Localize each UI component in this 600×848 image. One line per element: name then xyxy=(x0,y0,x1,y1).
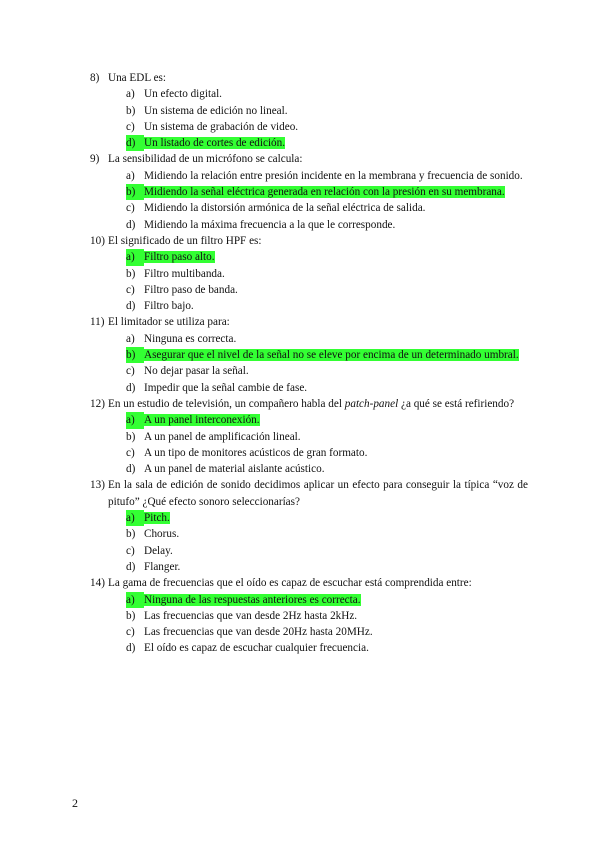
correct-answer-highlight: Filtro paso alto. xyxy=(144,251,215,264)
option-letter: b) xyxy=(126,104,136,117)
option-letter: d) xyxy=(126,135,144,151)
option-letter: a) xyxy=(126,510,144,526)
option-b xyxy=(126,266,528,282)
option-letter: b) xyxy=(126,347,144,363)
question-text-part: ¿a qué se está refiriendo? xyxy=(398,397,515,410)
option-d xyxy=(126,640,528,656)
option-c xyxy=(126,363,528,379)
option-letter: c) xyxy=(126,544,135,557)
option-text: El oído es capaz de escuchar cualquier frecuencia. xyxy=(144,642,369,655)
question-text: Una EDL es: xyxy=(108,72,166,84)
option-c xyxy=(126,200,528,216)
option-letter: b) xyxy=(126,528,136,541)
option-text: Chorus. xyxy=(144,528,180,541)
option-a xyxy=(126,86,528,102)
option-letter: c) xyxy=(126,626,135,639)
option-d xyxy=(126,380,528,396)
option-letter: a) xyxy=(126,332,135,345)
option-c xyxy=(126,119,528,135)
option-d xyxy=(126,298,528,314)
question-number: 8) xyxy=(90,72,100,84)
option-text: Impedir que la señal cambie de fase. xyxy=(144,381,308,394)
option-text: Midiendo la distorsión armónica de la señal eléctrica de salida. xyxy=(144,202,426,215)
question-number: 11) xyxy=(90,316,105,329)
option-text: Flanger. xyxy=(144,560,181,573)
option-a xyxy=(126,412,528,428)
question-list xyxy=(90,70,528,657)
question-9 xyxy=(90,151,528,232)
option-text: A un tipo de monitores acústicos de gran formato. xyxy=(144,446,368,459)
option-text: Midiendo la máxima frecuencia a la que le corresponde. xyxy=(144,218,396,231)
option-text: Un sistema de grabación de video. xyxy=(144,120,299,133)
question-11 xyxy=(90,314,528,395)
option-a xyxy=(126,168,528,184)
option-letter: a) xyxy=(126,169,135,182)
option-b xyxy=(126,103,528,119)
option-text: No dejar pasar la señal. xyxy=(144,365,249,378)
option-text: Filtro bajo. xyxy=(144,300,194,313)
option-text: Midiendo la relación entre presión incidente en la membrana y frecuencia de sonido. xyxy=(144,169,523,182)
option-d xyxy=(126,461,528,477)
option-text: Las frecuencias que van desde 20Hz hasta 20MHz. xyxy=(144,626,373,639)
option-a xyxy=(126,331,528,347)
question-text-part: En un estudio de televisión, un compañero habla del xyxy=(108,397,345,410)
option-b xyxy=(126,608,528,624)
question-8 xyxy=(90,70,528,151)
option-c xyxy=(126,282,528,298)
option-letter: d) xyxy=(126,560,136,573)
question-text xyxy=(108,396,528,412)
option-d xyxy=(126,135,528,151)
question-number: 14) xyxy=(90,577,105,590)
question-text: El significado de un filtro HPF es: xyxy=(108,234,262,247)
question-text: El limitador se utiliza para: xyxy=(108,316,230,329)
option-d xyxy=(126,559,528,575)
option-text: Filtro paso de banda. xyxy=(144,283,238,296)
question-text: La sensibilidad de un micrófono se calcula: xyxy=(108,153,303,166)
option-c xyxy=(126,624,528,640)
question-10 xyxy=(90,233,528,314)
option-letter: b) xyxy=(126,430,136,443)
question-text: La gama de frecuencias que el oído es capaz de escuchar está comprendida entre: xyxy=(108,577,472,590)
question-text-italic: patch-panel xyxy=(344,397,399,410)
option-text: A un panel de amplificación lineal. xyxy=(144,430,301,443)
option-b xyxy=(126,429,528,445)
option-d xyxy=(126,217,528,233)
question-number: 9) xyxy=(90,153,100,166)
question-number: 13) xyxy=(90,479,105,492)
option-letter: c) xyxy=(126,283,135,296)
option-text: Ninguna es correcta. xyxy=(144,332,237,345)
option-b xyxy=(126,184,528,200)
option-letter: b) xyxy=(126,267,136,280)
option-letter: c) xyxy=(126,446,135,459)
option-text: Delay. xyxy=(144,544,173,557)
question-number: 12) xyxy=(90,397,105,410)
option-a xyxy=(126,592,528,608)
question-14 xyxy=(90,575,528,656)
option-letter: c) xyxy=(126,365,135,378)
option-c xyxy=(126,445,528,461)
option-a xyxy=(126,510,528,526)
question-text: En la sala de edición de sonido decidimos aplicar un efecto para conseguir la típica “voz de pitufo” ¿Qué efecto sonoro seleccionarías? xyxy=(108,479,528,508)
option-letter: d) xyxy=(126,300,136,313)
option-letter: c) xyxy=(126,120,135,133)
correct-answer-highlight: Asegurar que el nivel de la señal no se eleve por encima de un determinado umbral. xyxy=(144,349,519,362)
option-b xyxy=(126,526,528,542)
option-text: A un panel de material aislante acústico. xyxy=(144,463,325,476)
correct-answer-highlight: Ninguna de las respuestas anteriores es correcta. xyxy=(144,593,361,606)
option-a xyxy=(126,249,528,265)
option-text: Filtro multibanda. xyxy=(144,267,225,280)
option-letter: c) xyxy=(126,202,135,215)
option-letter: d) xyxy=(126,642,136,655)
option-letter: a) xyxy=(126,88,135,101)
option-text: Las frecuencias que van desde 2Hz hasta 2kHz. xyxy=(144,609,358,622)
correct-answer-highlight: A un panel interconexión. xyxy=(144,414,260,427)
question-13 xyxy=(90,477,528,575)
question-12 xyxy=(90,396,528,477)
option-letter: a) xyxy=(126,592,144,608)
option-letter: b) xyxy=(126,609,136,622)
option-letter: d) xyxy=(126,218,136,231)
option-letter: d) xyxy=(126,463,136,476)
correct-answer-highlight: Pitch. xyxy=(144,512,170,525)
page-number: 2 xyxy=(72,796,78,810)
question-number: 10) xyxy=(90,234,105,247)
correct-answer-highlight: Midiendo la señal eléctrica generada en relación con la presión en su membrana. xyxy=(144,186,505,199)
option-b xyxy=(126,347,528,363)
option-text: Un sistema de edición no lineal. xyxy=(144,104,288,117)
option-letter: a) xyxy=(126,249,144,265)
correct-answer-highlight: Un listado de cortes de edición. xyxy=(144,137,286,150)
option-letter: d) xyxy=(126,381,136,394)
option-letter: b) xyxy=(126,184,144,200)
option-letter: a) xyxy=(126,412,144,428)
option-c xyxy=(126,543,528,559)
option-text: Un efecto digital. xyxy=(144,88,222,101)
